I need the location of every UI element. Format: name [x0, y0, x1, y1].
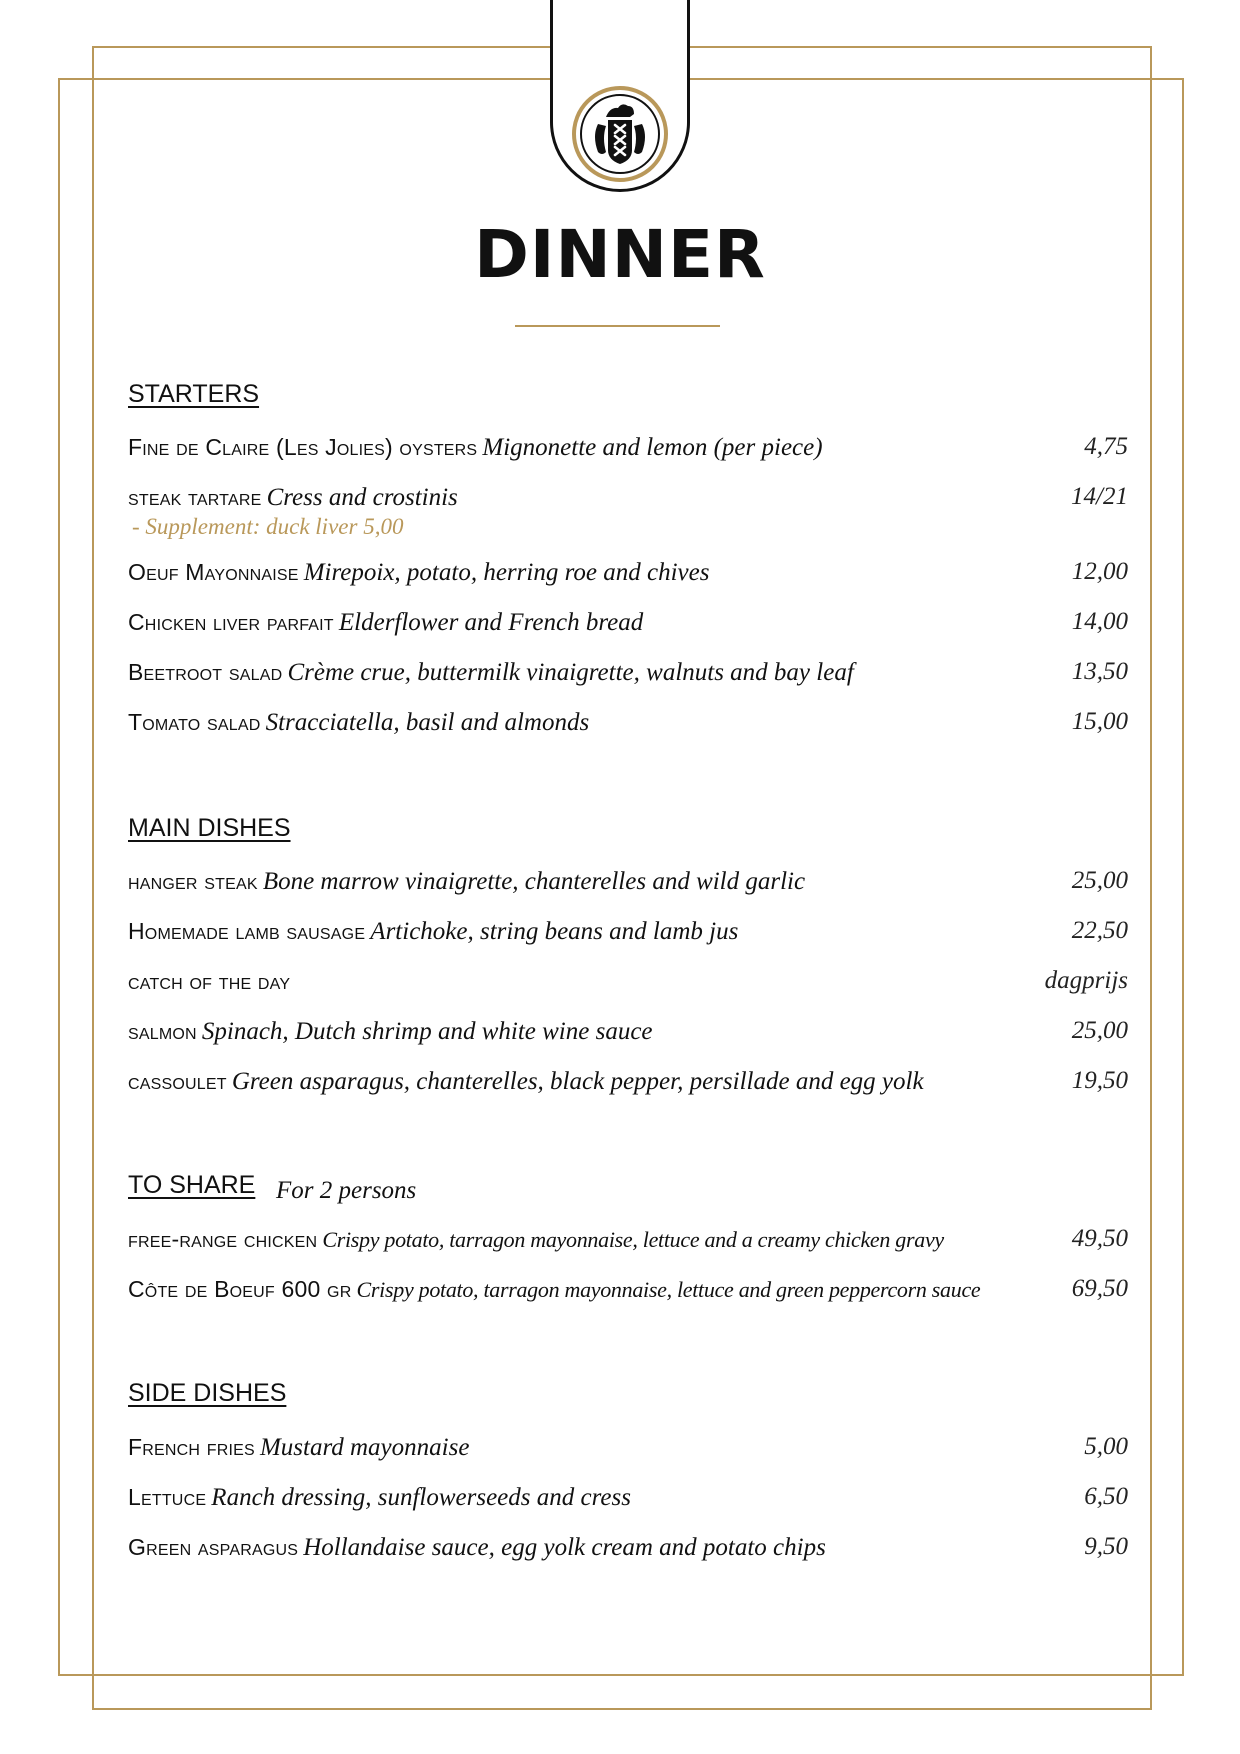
item-name: Beetroot salad — [128, 659, 283, 685]
item-name: French fries — [128, 1434, 255, 1460]
section-title-main-dishes: MAIN DISHES — [128, 814, 291, 842]
item-name: hanger steak — [128, 868, 258, 894]
item-description: Crispy potato, tarragon mayonnaise, lettuce and green peppercorn sauce — [356, 1277, 981, 1302]
item-price: 19,50 — [1071, 1067, 1128, 1094]
menu-item — [128, 964, 1128, 998]
menu-item — [128, 1480, 1128, 1514]
section-title-starters: STARTERS — [128, 380, 260, 408]
item-name: Tomato salad — [128, 709, 261, 735]
item-description: Ranch dressing, sunflowerseeds and cress — [211, 1484, 631, 1511]
menu-item — [128, 480, 1128, 514]
item-price: 15,00 — [1071, 708, 1128, 735]
section-title-side-dishes: SIDE DISHES — [128, 1379, 287, 1407]
item-price: 49,50 — [1071, 1225, 1128, 1252]
item-description: Elderflower and French bread — [338, 609, 644, 636]
menu-item — [128, 914, 1128, 948]
item-name: free-range chicken — [128, 1226, 318, 1252]
section-title-to-share: TO SHARE — [128, 1171, 256, 1199]
menu-item — [128, 655, 1128, 689]
item-description: Artichoke, string beans and lamb jus — [370, 918, 739, 945]
item-name: Lettuce — [128, 1484, 207, 1510]
item-name: Côte de Boeuf 600 gr — [128, 1276, 352, 1302]
item-description: Crème crue, buttermilk vinaigrette, walnuts and bay leaf — [287, 659, 854, 686]
item-name: steak tartare — [128, 484, 262, 510]
item-price: 12,00 — [1071, 558, 1128, 585]
item-description: Mustard mayonnaise — [259, 1434, 470, 1461]
item-description: Stracciatella, basil and almonds — [265, 709, 590, 736]
amsterdam-crest-icon — [570, 84, 670, 184]
menu-item — [128, 555, 1128, 589]
section-note: For 2 persons — [276, 1177, 417, 1204]
item-description: Spinach, Dutch shrimp and white wine sauce — [201, 1018, 653, 1045]
menu-item — [128, 430, 1128, 464]
item-name: Chicken liver parfait — [128, 609, 334, 635]
item-description: Crispy potato, tarragon mayonnaise, lettuce and a creamy chicken gravy — [322, 1227, 944, 1252]
item-description: Cress and crostinis — [266, 484, 458, 511]
item-description: Hollandaise sauce, egg yolk cream and potato chips — [303, 1534, 826, 1561]
menu-item — [128, 605, 1128, 639]
item-price: 14,00 — [1071, 608, 1128, 635]
item-price: 5,00 — [1084, 1433, 1128, 1460]
item-name: Fine de Claire (Les Jolies) oysters — [128, 434, 478, 460]
item-price: 69,50 — [1071, 1275, 1128, 1302]
page-title: DINNER — [474, 216, 766, 293]
item-price: 14/21 — [1071, 483, 1128, 510]
menu-item — [128, 1272, 1128, 1306]
menu-item — [128, 1430, 1128, 1464]
item-price: 25,00 — [1071, 1017, 1128, 1044]
menu-item — [128, 1530, 1128, 1564]
item-price: 25,00 — [1071, 867, 1128, 894]
menu-item — [128, 1222, 1128, 1256]
menu-item — [128, 1014, 1128, 1048]
menu-item — [128, 864, 1128, 898]
item-price: 9,50 — [1084, 1533, 1128, 1560]
item-name: catch of the day — [128, 968, 291, 994]
item-price: 6,50 — [1084, 1483, 1128, 1510]
menu-item — [128, 1064, 1128, 1098]
item-price: 13,50 — [1071, 658, 1128, 685]
item-name: salmon — [128, 1018, 197, 1044]
menu-item — [128, 705, 1128, 739]
item-price: dagprijs — [1044, 967, 1128, 994]
item-name: Oeuf Mayonnaise — [128, 559, 299, 585]
item-description: Mirepoix, potato, herring roe and chives — [303, 559, 710, 586]
supplement-note: - Supplement: duck liver 5,00 — [132, 514, 404, 539]
logo-tab-mask — [553, 0, 687, 90]
item-price: 22,50 — [1071, 917, 1128, 944]
title-divider — [515, 325, 720, 327]
item-name: Green asparagus — [128, 1534, 299, 1560]
item-description: Mignonette and lemon (per piece) — [482, 434, 823, 461]
item-description: Green asparagus, chanterelles, black pepper, persillade and egg yolk — [231, 1068, 924, 1095]
item-name: Homemade lamb sausage — [128, 918, 366, 944]
item-price: 4,75 — [1084, 433, 1128, 460]
item-description: Bone marrow vinaigrette, chanterelles and wild garlic — [262, 868, 806, 895]
item-name: cassoulet — [128, 1068, 227, 1094]
